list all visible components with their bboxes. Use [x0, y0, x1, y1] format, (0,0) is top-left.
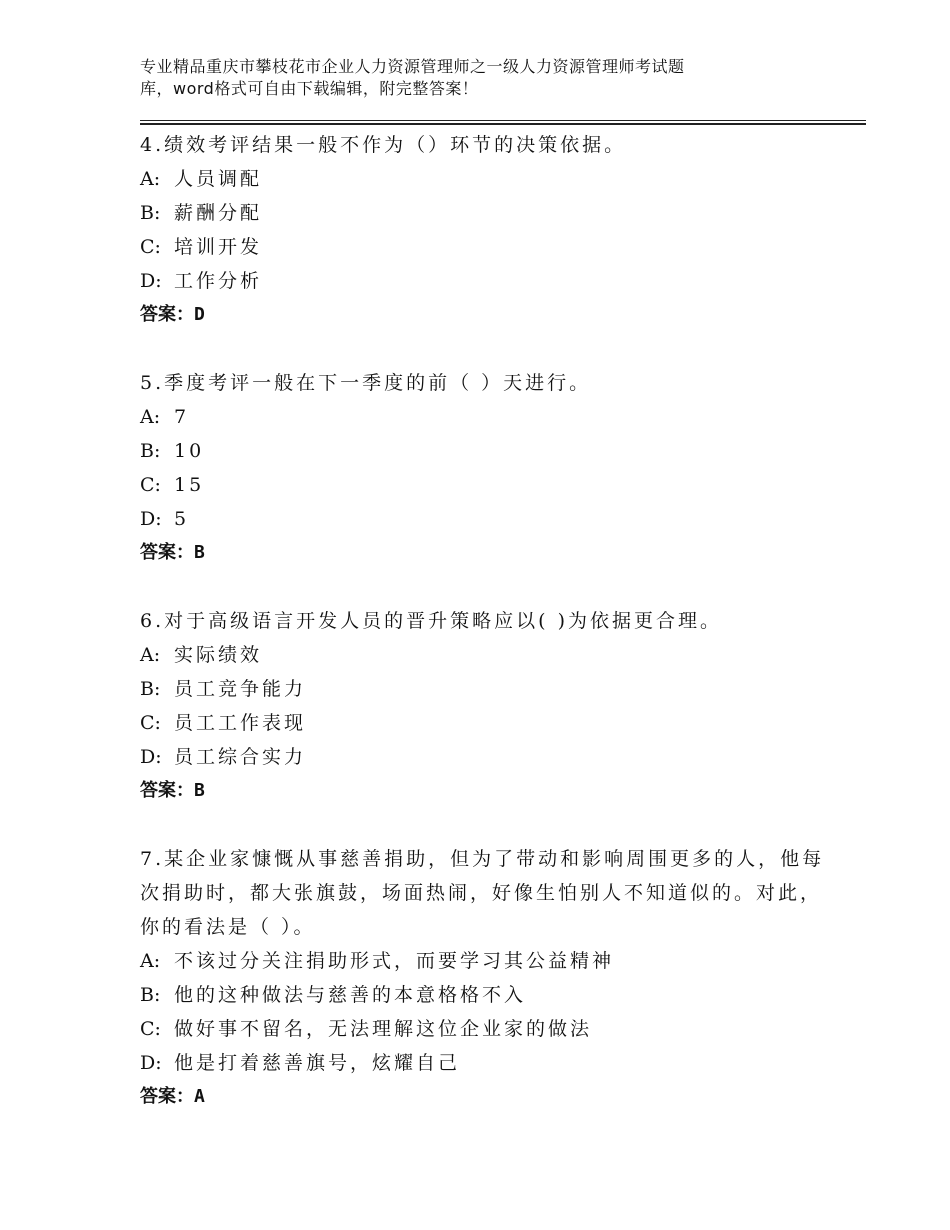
option-a	[140, 400, 840, 434]
answer-line	[140, 536, 840, 570]
option-text: 15	[174, 474, 205, 496]
option-text: 员工综合实力	[174, 746, 307, 768]
header-line-2: 库，word格式可自由下载编辑，附完整答案！	[140, 79, 479, 98]
option-text: 做好事不留名，无法理解这位企业家的做法	[174, 1018, 593, 1040]
option-letter: D:	[140, 746, 162, 768]
option-letter: A:	[140, 950, 161, 972]
option-text: 7	[174, 406, 190, 428]
option-c	[140, 706, 840, 740]
header-divider-thin	[140, 120, 866, 121]
option-text: 5	[174, 508, 190, 530]
answer-line	[140, 298, 840, 332]
answer-value: D	[194, 304, 205, 325]
option-letter: B:	[140, 984, 161, 1006]
option-b	[140, 196, 840, 230]
option-d	[140, 502, 840, 536]
question-stem: 7.某企业家慷慨从事慈善捐助，但为了带动和影响周围更多的人，他每次捐助时，都大张旗鼓，场面热闹，好像生怕别人不知道似的。对此，你的看法是（ ）。	[140, 848, 825, 938]
document-header	[140, 56, 840, 100]
option-a	[140, 638, 840, 672]
option-b	[140, 672, 840, 706]
option-letter: C:	[140, 236, 161, 258]
option-a	[140, 162, 840, 196]
option-text: 不该过分关注捐助形式，而要学习其公益精神	[174, 950, 615, 972]
option-letter: B:	[140, 678, 161, 700]
option-letter: C:	[140, 474, 161, 496]
question-item	[140, 604, 840, 808]
option-text: 他的这种做法与慈善的本意格格不入	[174, 984, 527, 1006]
option-letter: C:	[140, 1018, 161, 1040]
option-d	[140, 1046, 840, 1080]
option-c	[140, 1012, 840, 1046]
answer-value: A	[194, 1086, 205, 1107]
option-text: 他是打着慈善旗号，炫耀自己	[174, 1052, 461, 1074]
question-stem: 6.对于高级语言开发人员的晋升策略应以( )为依据更合理。	[140, 610, 722, 632]
option-text: 工作分析	[174, 270, 263, 292]
option-b	[140, 978, 840, 1012]
question-list	[140, 128, 840, 1148]
header-divider-thick	[140, 123, 866, 125]
option-letter: B:	[140, 440, 161, 462]
option-c	[140, 230, 840, 264]
answer-label: 答案：	[140, 780, 194, 801]
question-item	[140, 366, 840, 570]
question-item	[140, 128, 840, 332]
answer-value: B	[194, 542, 205, 563]
question-item	[140, 842, 840, 1114]
answer-line	[140, 1080, 840, 1114]
option-letter: B:	[140, 202, 161, 224]
option-b	[140, 434, 840, 468]
answer-value: B	[194, 780, 205, 801]
answer-label: 答案：	[140, 1086, 194, 1107]
answer-line	[140, 774, 840, 808]
option-letter: A:	[140, 406, 161, 428]
option-text: 10	[174, 440, 205, 462]
option-letter: D:	[140, 270, 162, 292]
answer-label: 答案：	[140, 542, 194, 563]
question-stem: 5.季度考评一般在下一季度的前（ ）天进行。	[140, 372, 592, 394]
option-d	[140, 264, 840, 298]
answer-label: 答案：	[140, 304, 194, 325]
option-d	[140, 740, 840, 774]
option-text: 薪酬分配	[174, 202, 263, 224]
question-stem: 4.绩效考评结果一般不作为（）环节的决策依据。	[140, 134, 627, 156]
option-letter: C:	[140, 712, 161, 734]
option-text: 实际绩效	[174, 644, 263, 666]
option-a	[140, 944, 840, 978]
option-letter: D:	[140, 508, 162, 530]
header-line-1: 专业精品重庆市攀枝花市企业人力资源管理师之一级人力资源管理师考试题	[140, 57, 685, 76]
option-letter: A:	[140, 168, 161, 190]
option-c	[140, 468, 840, 502]
option-text: 培训开发	[174, 236, 263, 258]
option-text: 员工竞争能力	[174, 678, 307, 700]
option-letter: D:	[140, 1052, 162, 1074]
option-text: 员工工作表现	[174, 712, 307, 734]
option-text: 人员调配	[174, 168, 263, 190]
option-letter: A:	[140, 644, 161, 666]
